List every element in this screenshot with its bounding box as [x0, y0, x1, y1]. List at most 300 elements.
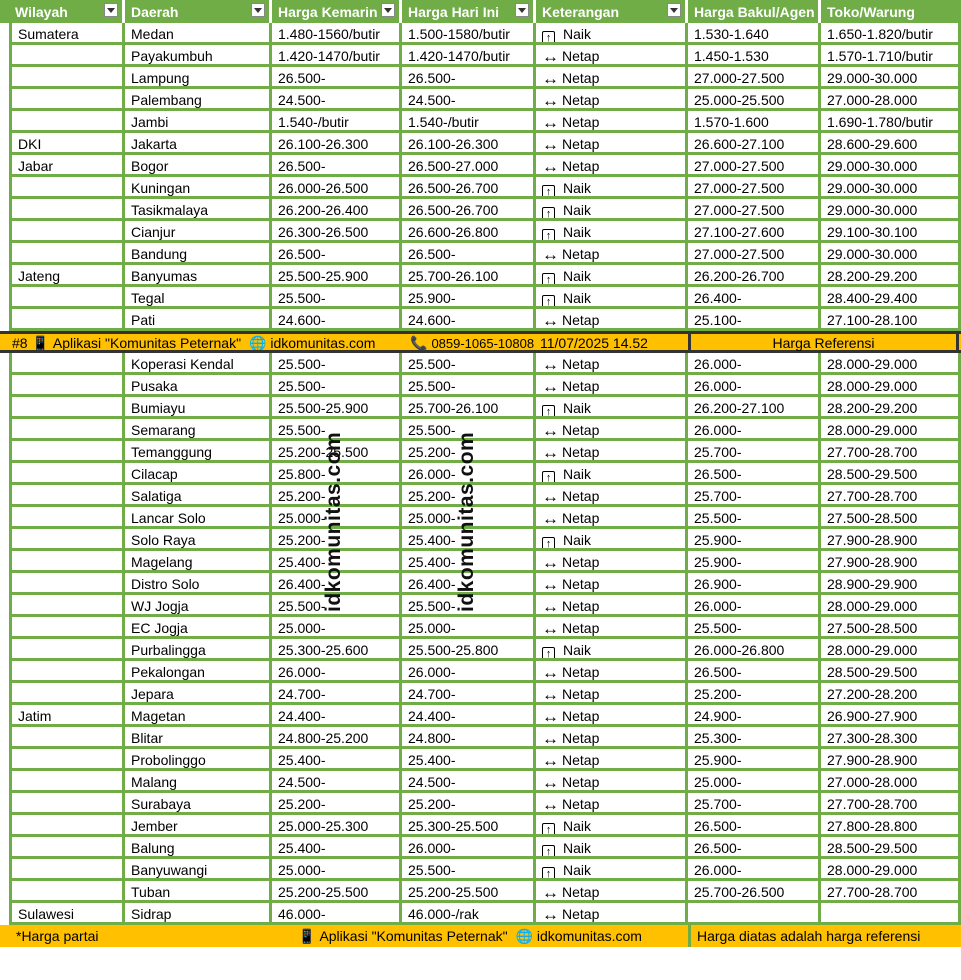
cell-toko[interactable]: 27.900-28.900 [821, 551, 961, 573]
cell-harga-hari-ini[interactable]: 24.500- [402, 771, 536, 793]
cell-toko[interactable]: 26.900-27.900 [821, 705, 961, 727]
filter-dropdown-icon[interactable] [104, 3, 118, 17]
cell-harga-kemarin[interactable]: 1.480-1560/butir [272, 23, 402, 45]
arrow-left-right-icon: ↔ [542, 113, 559, 132]
cell-harga-hari-ini[interactable]: 25.500-25.800 [402, 639, 536, 661]
cell-keterangan[interactable] [536, 155, 688, 177]
cell-keterangan[interactable] [536, 771, 688, 793]
cell-harga-kemarin[interactable]: 25.500- [272, 595, 402, 617]
cell-harga-bakul[interactable]: 26.500- [688, 815, 821, 837]
cell-wilayah[interactable] [9, 441, 125, 463]
cell-harga-bakul[interactable]: 26.500- [688, 463, 821, 485]
cell-harga-kemarin[interactable]: 24.600- [272, 309, 402, 331]
cell-daerah[interactable]: Surabaya [125, 793, 272, 815]
cell-harga-kemarin[interactable]: 26.100-26.300 [272, 133, 402, 155]
cell-keterangan[interactable] [536, 265, 688, 287]
cell-keterangan[interactable] [536, 441, 688, 463]
cell-harga-bakul[interactable]: 26.600-27.100 [688, 133, 821, 155]
cell-keterangan[interactable] [536, 133, 688, 155]
cell-harga-bakul[interactable]: 25.300- [688, 727, 821, 749]
cell-harga-bakul[interactable]: 27.000-27.500 [688, 67, 821, 89]
cell-daerah[interactable]: Koperasi Kendal [125, 353, 272, 375]
cell-daerah[interactable]: Balung [125, 837, 272, 859]
filter-dropdown-icon[interactable] [381, 3, 395, 17]
cell-harga-kemarin[interactable]: 26.500- [272, 67, 402, 89]
cell-wilayah[interactable] [9, 661, 125, 683]
cell-harga-bakul[interactable]: 27.000-27.500 [688, 243, 821, 265]
cell-daerah[interactable]: Bumiayu [125, 397, 272, 419]
cell-wilayah[interactable] [9, 243, 125, 265]
cell-daerah[interactable]: Probolinggo [125, 749, 272, 771]
cell-wilayah[interactable]: Sumatera [9, 23, 125, 45]
cell-keterangan[interactable] [536, 485, 688, 507]
cell-wilayah[interactable] [9, 45, 125, 67]
cell-toko[interactable]: 28.000-29.000 [821, 419, 961, 441]
cell-daerah[interactable]: Pusaka [125, 375, 272, 397]
cell-harga-hari-ini[interactable]: 26.500- [402, 67, 536, 89]
cell-harga-kemarin[interactable]: 26.000-26.500 [272, 177, 402, 199]
cell-harga-bakul[interactable]: 26.500- [688, 661, 821, 683]
cell-harga-hari-ini[interactable]: 46.000-/rak [402, 903, 536, 925]
cell-harga-kemarin[interactable]: 25.200- [272, 793, 402, 815]
cell-keterangan[interactable] [536, 23, 688, 45]
cell-wilayah[interactable] [9, 67, 125, 89]
arrow-left-right-icon: ↔ [542, 553, 559, 572]
cell-keterangan[interactable] [536, 551, 688, 573]
cell-toko[interactable]: 29.100-30.100 [821, 221, 961, 243]
cell-keterangan[interactable] [536, 617, 688, 639]
cell-daerah[interactable]: Payakumbuh [125, 45, 272, 67]
cell-toko[interactable]: 29.000-30.000 [821, 67, 961, 89]
cell-toko[interactable]: 28.900-29.900 [821, 573, 961, 595]
cell-keterangan[interactable] [536, 837, 688, 859]
cell-toko[interactable] [821, 903, 961, 925]
cell-keterangan[interactable] [536, 529, 688, 551]
cell-wilayah[interactable] [9, 287, 125, 309]
cell-harga-bakul[interactable]: 25.200- [688, 683, 821, 705]
cell-toko[interactable]: 28.400-29.400 [821, 287, 961, 309]
cell-harga-hari-ini[interactable]: 26.600-26.800 [402, 221, 536, 243]
cell-harga-bakul[interactable]: 26.500- [688, 837, 821, 859]
cell-keterangan[interactable] [536, 111, 688, 133]
cell-toko[interactable]: 28.000-29.000 [821, 859, 961, 881]
cell-toko[interactable]: 29.000-30.000 [821, 177, 961, 199]
cell-harga-hari-ini[interactable]: 25.000- [402, 507, 536, 529]
cell-toko[interactable]: 29.000-30.000 [821, 199, 961, 221]
cell-toko[interactable]: 28.000-29.000 [821, 353, 961, 375]
cell-harga-kemarin[interactable]: 25.000-25.300 [272, 815, 402, 837]
cell-harga-bakul[interactable]: 27.100-27.600 [688, 221, 821, 243]
cell-daerah[interactable]: Semarang [125, 419, 272, 441]
cell-harga-hari-ini[interactable]: 25.400- [402, 529, 536, 551]
cell-toko[interactable]: 27.800-28.800 [821, 815, 961, 837]
cell-harga-kemarin[interactable]: 25.000- [272, 859, 402, 881]
cell-toko[interactable]: 27.000-28.000 [821, 89, 961, 111]
cell-harga-bakul[interactable]: 26.000- [688, 595, 821, 617]
cell-harga-kemarin[interactable]: 24.500- [272, 771, 402, 793]
cell-harga-kemarin[interactable]: 46.000- [272, 903, 402, 925]
cell-harga-kemarin[interactable]: 26.500- [272, 155, 402, 177]
cell-wilayah[interactable]: Jatim [9, 705, 125, 727]
cell-harga-bakul[interactable]: 25.900- [688, 529, 821, 551]
cell-wilayah[interactable] [9, 507, 125, 529]
cell-daerah[interactable]: Pekalongan [125, 661, 272, 683]
cell-harga-bakul[interactable]: 26.200-26.700 [688, 265, 821, 287]
cell-daerah[interactable]: Sidrap [125, 903, 272, 925]
cell-keterangan[interactable] [536, 463, 688, 485]
cell-harga-bakul[interactable]: 25.900- [688, 551, 821, 573]
cell-toko[interactable]: 27.900-28.900 [821, 749, 961, 771]
cell-keterangan[interactable] [536, 67, 688, 89]
cell-harga-kemarin[interactable]: 24.400- [272, 705, 402, 727]
cell-daerah[interactable]: Purbalingga [125, 639, 272, 661]
cell-harga-bakul[interactable]: 25.700-26.500 [688, 881, 821, 903]
cell-harga-bakul[interactable]: 1.570-1.600 [688, 111, 821, 133]
cell-harga-bakul[interactable]: 1.530-1.640 [688, 23, 821, 45]
cell-harga-bakul[interactable]: 26.000- [688, 375, 821, 397]
cell-harga-bakul[interactable]: 27.000-27.500 [688, 177, 821, 199]
cell-keterangan[interactable] [536, 287, 688, 309]
cell-keterangan[interactable] [536, 727, 688, 749]
cell-harga-hari-ini[interactable]: 25.500- [402, 375, 536, 397]
cell-toko[interactable]: 27.700-28.700 [821, 881, 961, 903]
cell-wilayah[interactable] [9, 397, 125, 419]
cell-daerah[interactable]: Magelang [125, 551, 272, 573]
cell-wilayah[interactable] [9, 837, 125, 859]
keterangan-label: Netap [562, 576, 600, 592]
cell-wilayah[interactable] [9, 177, 125, 199]
cell-harga-bakul[interactable]: 25.000-25.500 [688, 89, 821, 111]
cell-daerah[interactable]: Bogor [125, 155, 272, 177]
cell-keterangan[interactable] [536, 177, 688, 199]
cell-harga-bakul[interactable]: 26.000-26.800 [688, 639, 821, 661]
cell-harga-bakul[interactable]: 26.400- [688, 287, 821, 309]
cell-harga-bakul[interactable]: 26.000- [688, 353, 821, 375]
banner-web[interactable]: idkomunitas.com [270, 335, 376, 350]
cell-harga-bakul[interactable]: 25.100- [688, 309, 821, 331]
cell-harga-bakul[interactable]: 25.500- [688, 507, 821, 529]
cell-daerah[interactable]: WJ Jogja [125, 595, 272, 617]
cell-keterangan[interactable] [536, 661, 688, 683]
cell-wilayah[interactable] [9, 463, 125, 485]
cell-daerah[interactable]: Pati [125, 309, 272, 331]
cell-harga-kemarin[interactable]: 25.500- [272, 375, 402, 397]
cell-wilayah[interactable] [9, 353, 125, 375]
cell-harga-bakul[interactable]: 27.000-27.500 [688, 199, 821, 221]
cell-keterangan[interactable] [536, 243, 688, 265]
cell-daerah[interactable]: Tasikmalaya [125, 199, 272, 221]
cell-toko[interactable]: 29.000-30.000 [821, 155, 961, 177]
cell-daerah[interactable]: Jakarta [125, 133, 272, 155]
cell-harga-kemarin[interactable]: 25.000- [272, 507, 402, 529]
cell-daerah[interactable]: Tuban [125, 881, 272, 903]
cell-harga-kemarin[interactable]: 26.300-26.500 [272, 221, 402, 243]
cell-harga-hari-ini[interactable]: 24.600- [402, 309, 536, 331]
cell-keterangan[interactable] [536, 309, 688, 331]
cell-harga-hari-ini[interactable]: 26.000- [402, 463, 536, 485]
cell-harga-hari-ini[interactable]: 25.500- [402, 353, 536, 375]
cell-wilayah[interactable] [9, 573, 125, 595]
cell-harga-bakul[interactable]: 26.000- [688, 419, 821, 441]
cell-keterangan[interactable] [536, 375, 688, 397]
cell-daerah[interactable]: EC Jogja [125, 617, 272, 639]
cell-keterangan[interactable] [536, 419, 688, 441]
cell-keterangan[interactable] [536, 397, 688, 419]
cell-daerah[interactable]: Palembang [125, 89, 272, 111]
cell-harga-hari-ini[interactable]: 26.500-26.700 [402, 199, 536, 221]
cell-harga-hari-ini[interactable]: 24.500- [402, 89, 536, 111]
cell-daerah[interactable]: Cianjur [125, 221, 272, 243]
cell-wilayah[interactable] [9, 375, 125, 397]
cell-keterangan[interactable] [536, 507, 688, 529]
cell-harga-kemarin[interactable]: 25.200- [272, 529, 402, 551]
table-row [0, 111, 961, 133]
cell-harga-kemarin[interactable]: 25.800- [272, 463, 402, 485]
cell-keterangan[interactable] [536, 705, 688, 727]
cell-daerah[interactable]: Kuningan [125, 177, 272, 199]
cell-harga-bakul[interactable]: 25.500- [688, 617, 821, 639]
cell-harga-kemarin[interactable]: 25.400- [272, 551, 402, 573]
cell-toko[interactable]: 28.000-29.000 [821, 595, 961, 617]
cell-harga-bakul[interactable]: 26.000- [688, 859, 821, 881]
cell-harga-hari-ini[interactable]: 26.500- [402, 243, 536, 265]
cell-wilayah[interactable] [9, 111, 125, 133]
cell-daerah[interactable]: Blitar [125, 727, 272, 749]
cell-harga-hari-ini[interactable]: 25.200- [402, 485, 536, 507]
cell-wilayah[interactable]: DKI [9, 133, 125, 155]
cell-toko[interactable]: 28.500-29.500 [821, 463, 961, 485]
cell-keterangan[interactable] [536, 199, 688, 221]
cell-harga-kemarin[interactable]: 25.400- [272, 837, 402, 859]
cell-daerah[interactable]: Lancar Solo [125, 507, 272, 529]
cell-harga-bakul[interactable]: 1.450-1.530 [688, 45, 821, 67]
cell-harga-hari-ini[interactable]: 25.400- [402, 749, 536, 771]
cell-wilayah[interactable]: Jabar [9, 155, 125, 177]
cell-harga-kemarin[interactable]: 1.420-1470/butir [272, 45, 402, 67]
table-row [0, 639, 961, 661]
cell-harga-bakul[interactable]: 25.000- [688, 771, 821, 793]
cell-wilayah[interactable] [9, 221, 125, 243]
cell-harga-kemarin[interactable]: 25.500- [272, 353, 402, 375]
cell-harga-kemarin[interactable]: 25.500- [272, 419, 402, 441]
cell-daerah[interactable]: Banyumas [125, 265, 272, 287]
cell-daerah[interactable]: Temanggung [125, 441, 272, 463]
cell-toko[interactable]: 29.000-30.000 [821, 243, 961, 265]
cell-daerah[interactable]: Tegal [125, 287, 272, 309]
cell-wilayah[interactable] [9, 793, 125, 815]
cell-harga-bakul[interactable]: 24.900- [688, 705, 821, 727]
cell-daerah[interactable]: Jepara [125, 683, 272, 705]
cell-toko[interactable]: 28.000-29.000 [821, 375, 961, 397]
cell-keterangan[interactable] [536, 573, 688, 595]
cell-harga-bakul[interactable]: 27.000-27.500 [688, 155, 821, 177]
cell-toko[interactable]: 27.700-28.700 [821, 485, 961, 507]
cell-wilayah[interactable] [9, 419, 125, 441]
cell-wilayah[interactable] [9, 309, 125, 331]
cell-harga-kemarin[interactable]: 25.400- [272, 749, 402, 771]
cell-wilayah[interactable] [9, 859, 125, 881]
cell-daerah[interactable]: Distro Solo [125, 573, 272, 595]
cell-toko[interactable]: 28.200-29.200 [821, 265, 961, 287]
cell-harga-hari-ini[interactable]: 25.900- [402, 287, 536, 309]
cell-keterangan[interactable] [536, 793, 688, 815]
cell-keterangan[interactable] [536, 353, 688, 375]
cell-harga-hari-ini[interactable]: 24.400- [402, 705, 536, 727]
cell-harga-kemarin[interactable]: 25.300-25.600 [272, 639, 402, 661]
cell-harga-hari-ini[interactable]: 25.700-26.100 [402, 397, 536, 419]
cell-toko[interactable]: 28.500-29.500 [821, 837, 961, 859]
cell-harga-kemarin[interactable]: 25.500- [272, 287, 402, 309]
cell-daerah[interactable]: Bandung [125, 243, 272, 265]
cell-keterangan[interactable] [536, 595, 688, 617]
cell-toko[interactable]: 28.000-29.000 [821, 639, 961, 661]
cell-wilayah[interactable] [9, 815, 125, 837]
cell-daerah[interactable]: Lampung [125, 67, 272, 89]
cell-wilayah[interactable] [9, 551, 125, 573]
cell-wilayah[interactable] [9, 771, 125, 793]
cell-toko[interactable]: 27.100-28.100 [821, 309, 961, 331]
cell-harga-kemarin[interactable]: 25.200-25.500 [272, 441, 402, 463]
cell-harga-kemarin[interactable]: 25.000- [272, 617, 402, 639]
cell-toko[interactable]: 28.200-29.200 [821, 397, 961, 419]
cell-harga-kemarin[interactable]: 25.200- [272, 485, 402, 507]
arrow-left-right-icon: ↔ [542, 575, 559, 594]
cell-daerah[interactable]: Malang [125, 771, 272, 793]
cell-harga-bakul[interactable]: 26.200-27.100 [688, 397, 821, 419]
cell-wilayah[interactable] [9, 881, 125, 903]
cell-toko[interactable]: 1.690-1.780/butir [821, 111, 961, 133]
cell-toko[interactable]: 27.200-28.200 [821, 683, 961, 705]
cell-daerah[interactable]: Banyuwangi [125, 859, 272, 881]
cell-toko[interactable]: 1.570-1.710/butir [821, 45, 961, 67]
cell-wilayah[interactable] [9, 89, 125, 111]
cell-keterangan[interactable] [536, 881, 688, 903]
cell-harga-bakul[interactable]: 25.700- [688, 441, 821, 463]
cell-harga-hari-ini[interactable]: 26.100-26.300 [402, 133, 536, 155]
cell-wilayah[interactable] [9, 617, 125, 639]
cell-harga-kemarin[interactable]: 25.500-25.900 [272, 265, 402, 287]
cell-wilayah[interactable] [9, 683, 125, 705]
cell-harga-bakul[interactable] [688, 903, 821, 925]
cell-wilayah[interactable] [9, 727, 125, 749]
cell-wilayah[interactable] [9, 485, 125, 507]
cell-harga-hari-ini[interactable]: 25.400- [402, 551, 536, 573]
cell-harga-hari-ini[interactable]: 26.400- [402, 573, 536, 595]
cell-toko[interactable]: 27.700-28.700 [821, 441, 961, 463]
cell-harga-hari-ini[interactable]: 25.300-25.500 [402, 815, 536, 837]
cell-toko[interactable]: 27.500-28.500 [821, 617, 961, 639]
cell-harga-hari-ini[interactable]: 25.200- [402, 793, 536, 815]
filter-dropdown-icon[interactable] [667, 3, 681, 17]
keterangan-label: Naik [563, 180, 592, 196]
cell-toko[interactable]: 27.500-28.500 [821, 507, 961, 529]
cell-wilayah[interactable] [9, 529, 125, 551]
cell-wilayah[interactable] [9, 595, 125, 617]
cell-toko[interactable]: 27.000-28.000 [821, 771, 961, 793]
filter-dropdown-icon[interactable] [251, 3, 265, 17]
cell-daerah[interactable]: Salatiga [125, 485, 272, 507]
cell-harga-bakul[interactable]: 26.900- [688, 573, 821, 595]
cell-keterangan[interactable] [536, 89, 688, 111]
cell-harga-kemarin[interactable]: 26.200-26.400 [272, 199, 402, 221]
cell-keterangan[interactable] [536, 749, 688, 771]
cell-harga-bakul[interactable]: 25.700- [688, 793, 821, 815]
cell-harga-kemarin[interactable]: 26.000- [272, 661, 402, 683]
cell-harga-hari-ini[interactable]: 25.500- [402, 419, 536, 441]
cell-toko[interactable]: 27.900-28.900 [821, 529, 961, 551]
cell-daerah[interactable]: Cilacap [125, 463, 272, 485]
cell-daerah[interactable]: Jember [125, 815, 272, 837]
cell-harga-kemarin[interactable]: 24.700- [272, 683, 402, 705]
cell-harga-hari-ini[interactable]: 24.700- [402, 683, 536, 705]
cell-harga-kemarin[interactable]: 25.500-25.900 [272, 397, 402, 419]
footer-web[interactable]: idkomunitas.com [536, 928, 642, 944]
cell-toko[interactable]: 28.600-29.600 [821, 133, 961, 155]
cell-harga-hari-ini[interactable]: 1.420-1470/butir [402, 45, 536, 67]
cell-harga-hari-ini[interactable]: 26.000- [402, 837, 536, 859]
cell-wilayah[interactable]: Sulawesi [9, 903, 125, 925]
cell-harga-hari-ini[interactable]: 26.000- [402, 661, 536, 683]
cell-harga-hari-ini[interactable]: 25.200-25.500 [402, 881, 536, 903]
keterangan-label: Naik [563, 26, 592, 42]
cell-harga-kemarin[interactable]: 25.200-25.500 [272, 881, 402, 903]
banner-phone[interactable]: 0859-1065-10808 [431, 336, 535, 350]
table-row [0, 463, 961, 485]
cell-harga-hari-ini[interactable]: 1.500-1580/butir [402, 23, 536, 45]
cell-toko[interactable]: 1.650-1.820/butir [821, 23, 961, 45]
cell-keterangan[interactable] [536, 639, 688, 661]
cell-wilayah[interactable] [9, 199, 125, 221]
cell-harga-hari-ini[interactable]: 26.500-26.700 [402, 177, 536, 199]
cell-harga-hari-ini[interactable]: 24.800- [402, 727, 536, 749]
cell-daerah[interactable]: Magetan [125, 705, 272, 727]
cell-harga-bakul[interactable]: 25.900- [688, 749, 821, 771]
cell-wilayah[interactable] [9, 639, 125, 661]
cell-harga-hari-ini[interactable]: 25.500- [402, 595, 536, 617]
cell-wilayah[interactable]: Jateng [9, 265, 125, 287]
cell-harga-kemarin[interactable]: 24.800-25.200 [272, 727, 402, 749]
cell-keterangan[interactable] [536, 859, 688, 881]
cell-daerah[interactable]: Medan [125, 23, 272, 45]
arrow-up-icon: ↑ [542, 845, 555, 859]
cell-wilayah[interactable] [9, 749, 125, 771]
filter-dropdown-icon[interactable] [515, 3, 529, 17]
cell-keterangan[interactable] [536, 903, 688, 925]
cell-toko[interactable]: 27.300-28.300 [821, 727, 961, 749]
cell-keterangan[interactable] [536, 815, 688, 837]
cell-toko[interactable]: 28.500-29.500 [821, 661, 961, 683]
cell-harga-kemarin[interactable]: 24.500- [272, 89, 402, 111]
cell-harga-bakul[interactable]: 25.700- [688, 485, 821, 507]
cell-harga-hari-ini[interactable]: 26.500-27.000 [402, 155, 536, 177]
cell-keterangan[interactable] [536, 683, 688, 705]
cell-harga-hari-ini[interactable]: 25.000- [402, 617, 536, 639]
cell-toko[interactable]: 27.700-28.700 [821, 793, 961, 815]
cell-harga-hari-ini[interactable]: 25.200- [402, 441, 536, 463]
cell-harga-hari-ini[interactable]: 25.700-26.100 [402, 265, 536, 287]
header-harga-bakul: Harga Bakul/Agen [688, 0, 821, 23]
cell-harga-hari-ini[interactable]: 1.540-/butir [402, 111, 536, 133]
arrow-left-right-icon: ↔ [542, 47, 559, 66]
cell-keterangan[interactable] [536, 221, 688, 243]
cell-harga-kemarin[interactable]: 1.540-/butir [272, 111, 402, 133]
cell-daerah[interactable]: Jambi [125, 111, 272, 133]
cell-harga-hari-ini[interactable]: 25.500- [402, 859, 536, 881]
cell-daerah[interactable]: Solo Raya [125, 529, 272, 551]
cell-harga-kemarin[interactable]: 26.400- [272, 573, 402, 595]
cell-harga-kemarin[interactable]: 26.500- [272, 243, 402, 265]
cell-keterangan[interactable] [536, 45, 688, 67]
